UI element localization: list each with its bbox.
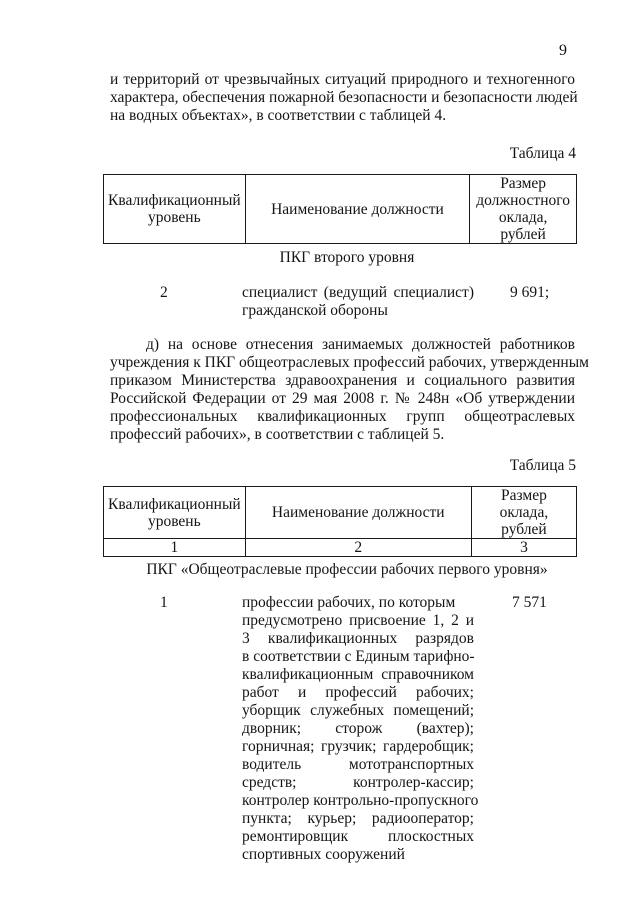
text-line: и территорий от чрезвычайных ситуаций природного и техногенного	[110, 71, 575, 88]
text-line: Российской Федерации от 29 мая 2008 г. № 248н «Об утверждении	[110, 390, 575, 407]
text-line: контролер контрольно-пропускного	[242, 792, 479, 809]
text-line: 3 квалификационных разрядов	[242, 630, 474, 647]
table5-row-level: 1	[160, 594, 168, 611]
intro-paragraph	[110, 71, 578, 125]
text-line: спортивных сооружений	[242, 846, 405, 863]
paragraph-d	[110, 336, 589, 444]
text-line: гражданской обороны	[242, 302, 388, 319]
table4-header-level: Квалификационный уровень	[104, 175, 246, 244]
table4-header-salary: Размер должностного оклада, рублей	[470, 175, 577, 244]
text-line: профессии рабочих, по которым	[242, 594, 456, 611]
table5-group-heading: ПКГ «Общеотраслевые профессии рабочих первого уровня»	[146, 561, 548, 578]
text-line: работ и профессий рабочих;	[242, 684, 474, 701]
table4-row-level: 2	[160, 284, 168, 301]
text-line: профессиональных квалификационных групп общеотраслевых	[110, 408, 575, 425]
text-line: профессий рабочих», в соответствии с таблицей 5.	[110, 426, 445, 443]
text-line: пункта; курьер; радиооператор;	[242, 810, 474, 827]
table5-col-number: 3	[471, 539, 576, 557]
table4-row-salary: 9 691;	[510, 284, 550, 301]
table5-header	[103, 486, 577, 557]
table5-row-position	[242, 594, 479, 864]
text-line: в соответствии с Единым тарифно-	[242, 648, 475, 665]
table5-caption: Таблица 5	[509, 457, 576, 474]
text-line: предусмотрено присвоение 1, 2 и	[242, 612, 474, 629]
text-line: уборщик служебных помещений;	[242, 702, 474, 719]
table4-caption: Таблица 4	[509, 145, 576, 162]
text-line: квалификационным справочником	[242, 666, 474, 683]
text-line: учреждения к ПКГ общеотраслевых профессий рабочих, утвержденным	[110, 354, 589, 371]
page-number: 9	[559, 42, 567, 59]
table5-header-salary: Размер оклада, рублей	[471, 487, 576, 539]
text-line: средств; контролер-кассир;	[242, 774, 474, 791]
table4-header	[103, 174, 577, 244]
table5-row-salary: 7 571	[512, 594, 547, 611]
table5-col-number: 1	[104, 539, 246, 557]
text-line: специалист (ведущий специалист)	[242, 284, 474, 301]
table5-header-level: Квалификационный уровень	[104, 487, 246, 539]
text-line: приказом Министерства здравоохранения и социального развития	[110, 372, 575, 389]
table5-col-number: 2	[245, 539, 471, 557]
table4-header-position: Наименование должности	[245, 175, 470, 244]
text-line: горничная; грузчик; гардеробщик;	[242, 738, 474, 755]
text-line: д) на основе отнесения занимаемых должностей работников	[146, 336, 575, 353]
text-line: ремонтировщик плоскостных	[242, 828, 474, 845]
text-line: водитель мототранспортных	[242, 756, 474, 773]
table4-group-heading: ПКГ второго уровня	[279, 249, 415, 266]
text-line: на водных объектах», в соответствии с таблицей 4.	[110, 107, 447, 124]
table5-header-position: Наименование должности	[245, 487, 471, 539]
table4-row-position	[242, 284, 474, 320]
text-line: дворник; сторож (вахтер);	[242, 720, 474, 737]
text-line: характера, обеспечения пожарной безопасности и безопасности людей	[110, 89, 578, 106]
